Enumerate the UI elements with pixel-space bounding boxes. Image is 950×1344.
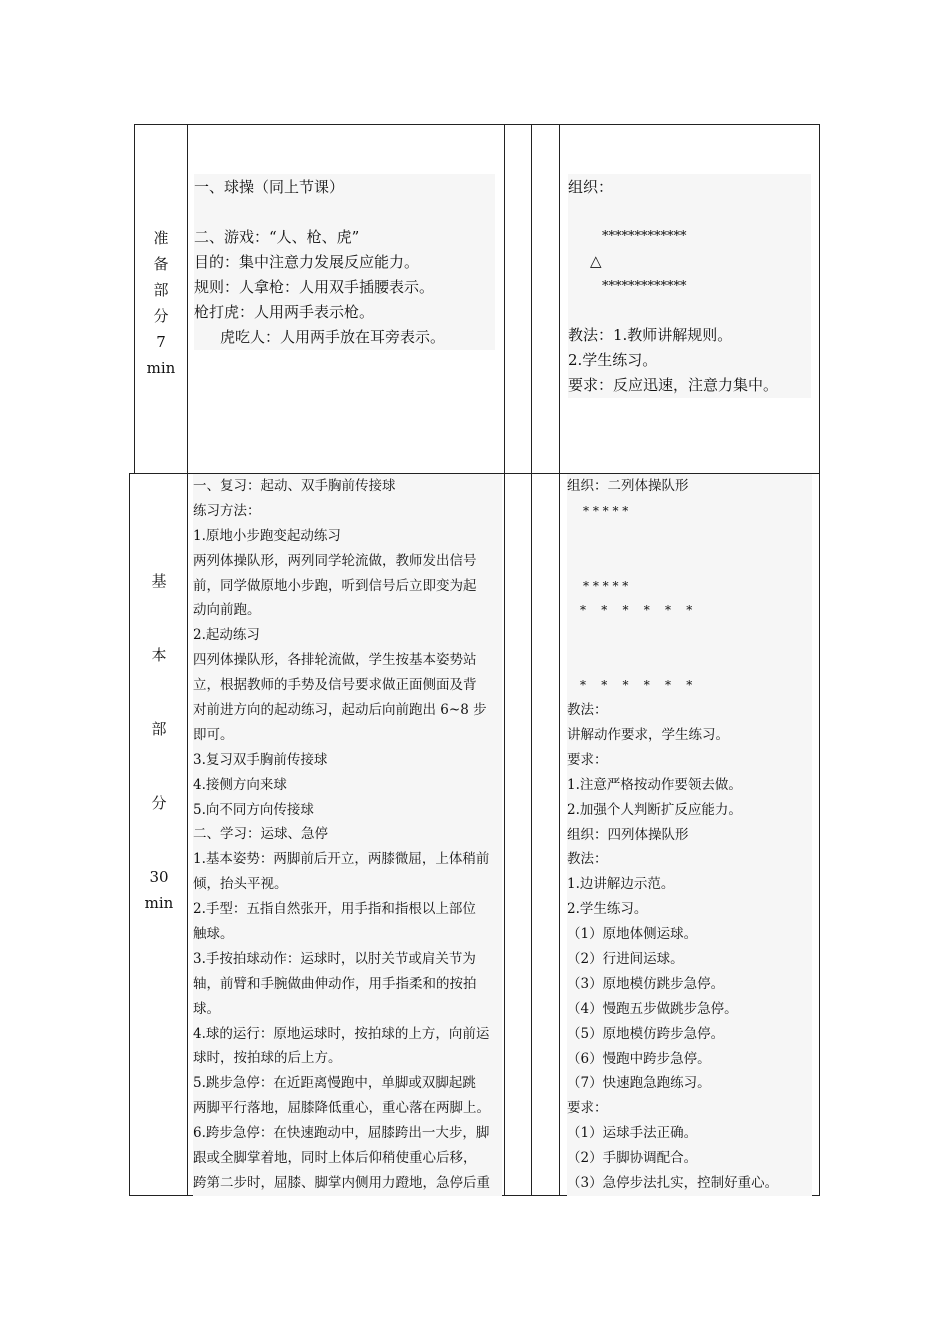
basic-method — [567, 474, 812, 1196]
formation-row-c: * * * * * * — [580, 603, 693, 618]
basic-line: 1.基本姿势：两脚前后开立，两膝微屈，上体稍前 — [193, 851, 490, 868]
basic-method-line: （4）慢跑五步做跳步急停。 — [567, 1000, 738, 1017]
basic-content — [193, 474, 502, 1196]
basic-line: 6.跨步急停：在快速跑动中，屈膝跨出一大步，脚 — [193, 1125, 490, 1142]
basic-line: 4.接侧方向来球 — [193, 776, 287, 793]
prep-line: 规则：人拿枪：人用双手插腰表示。 — [194, 278, 435, 296]
basic-method-line: 讲解动作要求，学生练习。 — [567, 726, 729, 743]
basic-method-line: 1.注意严格按动作要领去做。 — [567, 776, 742, 793]
basic-line: 二、学习：运球、急停 — [193, 826, 328, 843]
prep-line: 目的：集中注意力发展反应能力。 — [194, 253, 420, 271]
basic-line: 5.向不同方向传接球 — [193, 801, 314, 818]
basic-line: 球。 — [193, 1000, 220, 1017]
table-right-border — [819, 124, 820, 1195]
basic-left-border — [129, 473, 130, 1195]
basic-method-line: （3）原地模仿跳步急停。 — [567, 975, 725, 992]
basic-method-line: （6）慢跑中跨步急停。 — [567, 1050, 711, 1067]
basic-method-line: （2）手脚协调配合。 — [567, 1150, 698, 1167]
basic-method-line: （2）行进间运球。 — [567, 950, 684, 967]
prep-method — [568, 174, 811, 398]
prep-method-line: 2.学生练习。 — [568, 351, 658, 369]
basic-method-line: 2.学生练习。 — [567, 901, 648, 918]
col-divider-3 — [531, 124, 532, 1195]
table-top-border — [134, 124, 820, 125]
basic-method-line: 1.边讲解边示范。 — [567, 876, 675, 893]
formation-row-bottom: ************* — [602, 279, 687, 294]
basic-line: 4.球的运行：原地运球时，按拍球的上方，向前运 — [193, 1025, 490, 1042]
basic-line: 立，根据教师的手势及信号要求做正面侧面及背 — [193, 677, 477, 694]
basic-line: 四列体操队形，各排轮流做，学生按基本姿势站 — [193, 652, 477, 669]
basic-method-line: （1）运球手法正确。 — [567, 1125, 698, 1142]
basic-line: 两列体操队形，两列同学轮流做，教师发出信号 — [193, 552, 477, 569]
basic-section-label: 基 本 部 分 30 min — [144, 572, 174, 912]
basic-line: 练习方法： — [193, 502, 261, 519]
basic-method-line: 教法： — [567, 702, 608, 719]
basic-line: 对前进方向的起动练习，起动后向前跑出 6~8 步 — [193, 702, 487, 719]
formation-row-b: * * * * * — [583, 578, 629, 593]
basic-line: 轴，前臂和手腕做曲伸动作，用手指柔和的按拍 — [193, 975, 477, 992]
basic-method-line: （5）原地模仿跨步急停。 — [567, 1025, 725, 1042]
col-divider-1 — [187, 124, 188, 1195]
prep-line: 枪打虎：人用两手表示枪。 — [194, 303, 375, 321]
basic-org-1: 组织：二列体操队形 — [567, 478, 689, 494]
basic-method-line: （3）急停步法扎实，控制好重心。 — [567, 1174, 779, 1191]
formation-row-top: ************* — [602, 229, 687, 244]
basic-method-line: 教法： — [567, 851, 608, 868]
basic-line: 前，同学做原地小步跑，听到信号后立即变为起 — [193, 577, 477, 594]
prep-method-line: 要求：反应迅速，注意力集中。 — [568, 376, 779, 394]
prep-line: 二、游戏：“人、枪、虎” — [194, 228, 360, 246]
basic-line: 触球。 — [193, 926, 234, 943]
formation-row-a: * * * * * — [583, 503, 629, 518]
prep-content — [194, 174, 495, 350]
basic-line: 球时，按拍球的后上方。 — [193, 1050, 342, 1067]
basic-method-line: （7）快速跑急跑练习。 — [567, 1075, 711, 1092]
basic-method-line: 要求： — [567, 751, 608, 768]
basic-line: 动向前跑。 — [193, 602, 261, 619]
prep-method-line: 教法：1.教师讲解规则。 — [568, 326, 733, 344]
basic-line: 2.起动练习 — [193, 627, 260, 644]
basic-line: 3.复习双手胸前传接球 — [193, 751, 328, 768]
basic-line: 一、复习：起动、双手胸前传接球 — [193, 478, 396, 494]
prep-section-label: 准 备 部 分 7 min — [146, 229, 176, 377]
basic-line: 3.手按拍球动作：运球时，以肘关节或肩关节为 — [193, 950, 476, 967]
basic-method-line: 2.加强个人判断扩反应能力。 — [567, 801, 742, 818]
basic-line: 2.手型：五指自然张开，用手指和指根以上部位 — [193, 901, 476, 918]
basic-method-line: （1）原地体侧运球。 — [567, 926, 698, 943]
basic-line: 跨第二步时，屈膝、脚掌内侧用力蹬地，急停后重 — [193, 1174, 490, 1191]
basic-line: 5.跳步急停：在近距离慢跑中，单脚或双脚起跳 — [193, 1075, 476, 1092]
basic-line: 跟或全脚掌着地，同时上体后仰稍使重心后移， — [193, 1150, 477, 1167]
col-divider-4 — [559, 124, 560, 1195]
prep-line: 一、球操（同上节课） — [194, 178, 345, 196]
basic-line: 即可。 — [193, 726, 234, 743]
col-divider-2 — [504, 124, 505, 1195]
teacher-triangle-icon: △ — [590, 252, 602, 270]
basic-line: 倾，抬头平视。 — [193, 876, 288, 893]
prep-line: 虎吃人：人用两手放在耳旁表示。 — [220, 328, 446, 346]
basic-line: 1.原地小步跑变起动练习 — [193, 527, 341, 544]
basic-org-2: 组织：四列体操队形 — [567, 826, 689, 843]
prep-org-label: 组织： — [568, 178, 614, 196]
basic-method-line: 要求： — [567, 1100, 608, 1117]
basic-line: 两脚平行落地，屈膝降低重心，重心落在两脚上。 — [193, 1100, 490, 1117]
formation-row-d: * * * * * * — [580, 678, 693, 693]
